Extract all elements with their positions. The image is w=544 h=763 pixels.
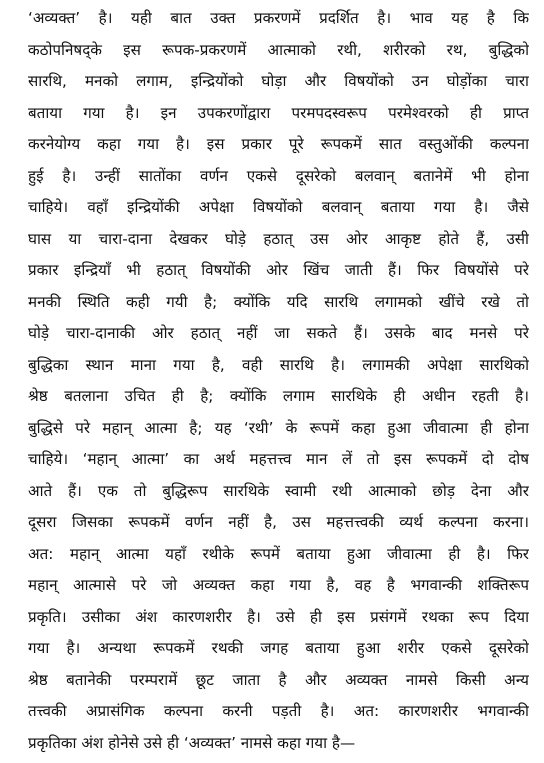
text-line: सारथि, मनको लगाम, इन्द्रियोंको घोड़ा और विषयोंको उन घोड़ोंका चारा [28, 72, 529, 90]
text-line: मनकी स्थिति कही गयी है; क्योंकि यदि सारथि लगामको खींचे रखे तो [28, 292, 529, 311]
text-line: अत: महान् आत्मा यहाँ रथीके रूपमें बताया हुआ जीवात्मा ही है। फिर [28, 544, 529, 563]
text-line: चाहिये। ‘महान् आत्मा’ का अर्थ महत्तत्त्व मान लें तो इस रूपकमें दो दोष [28, 450, 529, 468]
text-line: श्रेष्ठ बतानेकी परम्परामें छूट जाता है और अव्यक्त नामसे किसी अन्य [28, 670, 529, 689]
text-line: बताया गया है। इन उपकरणोंद्वारा परमपदस्वरूप परमेश्वरको ही प्राप्त [28, 103, 529, 122]
text-line: तत्त्वकी अप्रासंगिक कल्पना करनी पड़ती है। अत: कारणशरीर भगवान्की [28, 702, 529, 720]
text-line: गया है। अन्यथा रूपकमें रथकी जगह बताया हुआ शरीर एकसे दूसरेको [28, 639, 529, 657]
text-line: प्रकृतिका अंश होनेसे उसे ही ‘अव्यक्त’ नामसे कहा गया है— [28, 733, 356, 752]
text-line: बुद्धिका स्थान माना गया है, वही सारथि है। लगामकी अपेक्षा सारथिको [28, 355, 529, 374]
text-line: महान् आत्मासे परे जो अव्यक्त कहा गया है, वह है भगवान्की शक्तिरूप [28, 576, 529, 594]
text-line: प्रकार इन्द्रियाँ भी हठात् विषयोंकी ओर खिंच जाती हैं। फिर विषयोंसे परे [28, 261, 529, 279]
text-line: चाहिये। वहाँ इन्द्रियोंकी अपेक्षा विषयोंको बलवान् बताया गया है। जैसे [28, 198, 529, 216]
text-line: बुद्धिसे परे महान् आत्मा है; यह ‘रथी’ के रूपमें कहा हुआ जीवात्मा ही होना [28, 418, 529, 437]
text-line: दूसरा जिसका रूपकमें वर्णन नहीं है, उस महत्तत्त्वकी व्यर्थ कल्पना करना। [28, 513, 529, 531]
text-line: श्रेष्ठ बतलाना उचित ही है; क्योंकि लगाम सारथिके ही अधीन रहती है। [28, 387, 529, 405]
text-line: ‘अव्यक्त’ है। यही बात उक्त प्रकरणमें प्रदर्शित है। भाव यह है कि [28, 9, 529, 27]
text-line: आते हैं। एक तो बुद्धिरूप सारथिके स्वामी रथी आत्माको छोड़ देना और [28, 481, 529, 500]
text-line: प्रकृति। उसीका अंश कारणशरीर है। उसे ही इस प्रसंगमें रथका रूप दिया [28, 607, 529, 626]
text-line: घास या चारा-दाना देखकर घोड़े हठात् उस ओर आकृष्ट होते हैं, उसी [28, 229, 529, 248]
text-line: करनेयोग्य कहा गया है। इस प्रकार पूरे रूपकमें सात वस्तुओंकी कल्पना [28, 135, 529, 153]
text-line: हुई है। उन्हीं सातोंका वर्णन एकसे दूसरेको बलवान् बतानेमें भी होना [28, 166, 529, 185]
text-line: घोड़े चारा-दानाकी ओर हठात् नहीं जा सकते हैं। उसके बाद मनसे परे [28, 324, 529, 342]
text-line: कठोपनिषद्के इस रूपक-प्रकरणमें आत्माको रथी, शरीरको रथ, बुद्धिको [28, 40, 529, 59]
